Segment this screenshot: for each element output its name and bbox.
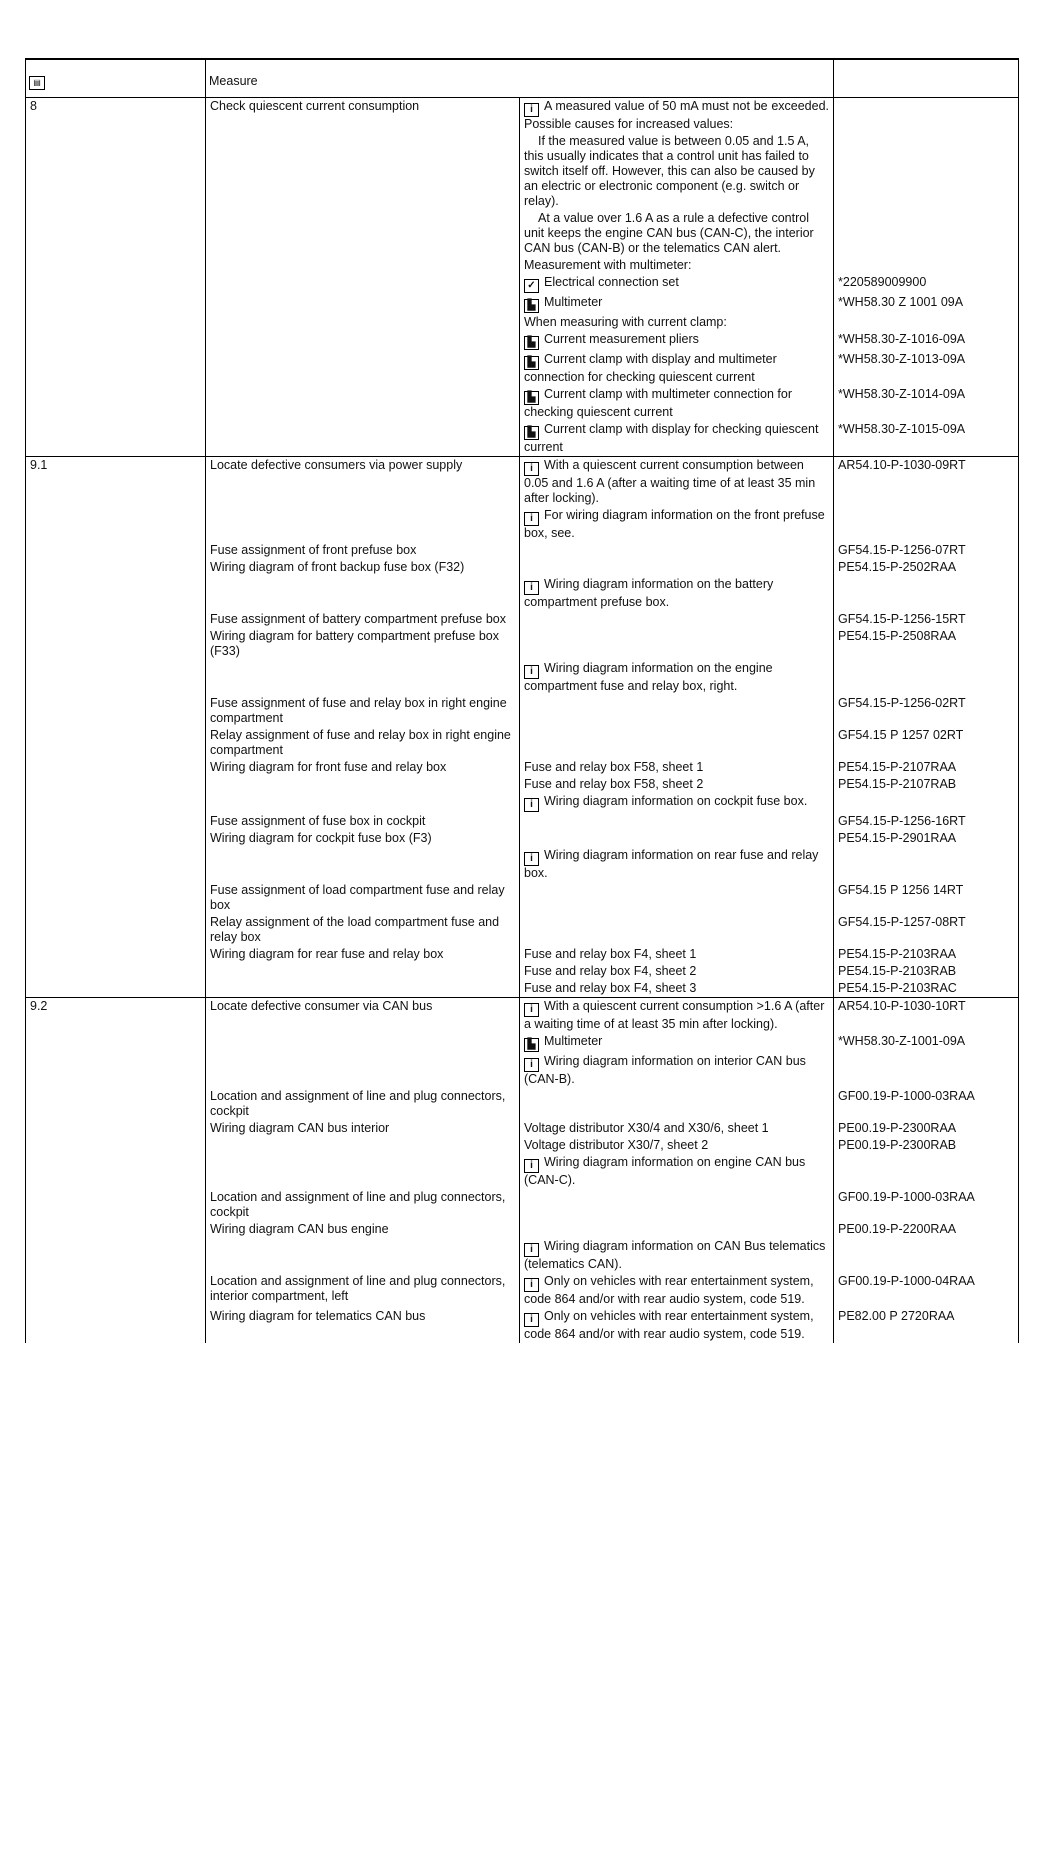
document-reference[interactable]: GF54.15-P-1256-15RT [838,612,966,626]
tool-name: Current clamp with display and multimeter connection for checking quiescent current [524,352,777,384]
tool-name: Current clamp with display for checking quiescent current [524,422,819,454]
step-task: Locate defective consumers via power supply [206,457,520,507]
reference-title: Fuse assignment of front prefuse box [206,542,520,559]
reference-title: Wiring diagram CAN bus interior [206,1120,520,1137]
document-reference[interactable]: GF54.15-P-1256-16RT [838,814,966,828]
step-number: 8 [26,98,206,133]
reference-title: Wiring diagram CAN bus engine [206,1221,520,1238]
document-reference[interactable]: GF54.15-P-1256-02RT [838,696,966,710]
tool-icon: ▙ [524,356,539,370]
tool-icon: ▙ [524,1038,539,1052]
info-icon: i [524,1058,539,1072]
document-reference[interactable]: GF54.15 P 1257 02RT [838,728,964,742]
step-number: 9.1 [26,457,206,507]
document-reference[interactable]: PE54.15-P-2103RAC [838,981,957,995]
reference-detail: Voltage distributor X30/7, sheet 2 [520,1137,834,1154]
table-header [26,60,1018,98]
section-8 [26,98,1018,457]
tool-name: Multimeter [544,1034,603,1048]
reference-detail: Fuse and relay box F4, sheet 2 [520,963,834,980]
tool-number: *WH58.30-Z-1016-09A [838,332,966,346]
document-reference[interactable]: PE54.15-P-2107RAB [838,777,957,791]
info-icon: i [524,1278,539,1292]
step-task: Check quiescent current consumption [206,98,520,133]
document-reference[interactable]: PE00.19-P-2300RAA [838,1121,957,1135]
reference-detail: Fuse and relay box F4, sheet 1 [520,946,834,963]
tool-icon: ▙ [524,299,539,313]
note-text: A measured value of 50 mA must not be exceeded. Possible causes for increased values: [524,99,829,131]
reference-title: Wiring diagram for cockpit fuse box (F3) [206,830,520,847]
header-measure: Measure [206,60,834,98]
note-text: Wiring diagram information on the battery compartment prefuse box. [524,577,774,609]
tool-number: *WH58.30-Z-1014-09A [838,387,966,401]
document-reference[interactable]: PE54.15-P-2103RAB [838,964,957,978]
section-9-2 [26,998,1018,1343]
info-icon: i [524,852,539,866]
reference-title: Fuse assignment of fuse and relay box in right engine compartment [206,695,520,727]
note-text: When measuring with current clamp: [520,314,834,331]
reference-title: Wiring diagram for telematics CAN bus [206,1308,520,1343]
procedure-table [25,58,1019,1343]
note-text: With a quiescent current consumption >1.6 A (after a waiting time of at least 35 min after locking). [524,999,825,1031]
note-text: Wiring diagram information on CAN Bus telematics (telematics CAN). [524,1239,826,1271]
document-reference[interactable]: GF54.15 P 1256 14RT [838,883,964,897]
document-reference[interactable]: PE54.15-P-2107RAA [838,760,957,774]
document-reference[interactable]: PE00.19-P-2200RAA [838,1222,957,1236]
reference-title: Location and assignment of line and plug connectors, cockpit [206,1189,520,1221]
document-reference[interactable]: GF00.19-P-1000-03RAA [838,1089,975,1103]
tool-icon: ✓ [524,279,539,293]
document-reference[interactable]: GF00.19-P-1000-04RAA [838,1274,975,1288]
note-text: Wiring diagram information on the engine compartment fuse and relay box, right. [524,661,773,693]
document-reference[interactable]: PE54.15-P-2901RAA [838,831,957,845]
reference-title: Relay assignment of the load compartment fuse and relay box [206,914,520,946]
document-reference[interactable]: PE82.00 P 2720RAA [838,1309,955,1323]
reference-title: Wiring diagram for battery compartment prefuse box (F33) [206,628,520,660]
note-text: Only on vehicles with rear entertainment system, code 864 and/or with rear audio system, code 519. [524,1274,814,1306]
reference-detail: Fuse and relay box F4, sheet 3 [520,980,834,997]
reference-title: Location and assignment of line and plug connectors, interior compartment, left [206,1273,520,1308]
document-reference[interactable]: PE54.15-P-2502RAA [838,560,957,574]
reference-title: Relay assignment of fuse and relay box in right engine compartment [206,727,520,759]
reference-title: Location and assignment of line and plug connectors, cockpit [206,1088,520,1120]
step-task: Locate defective consumer via CAN bus [206,998,520,1033]
tool-number: *WH58.30-Z-1015-09A [838,422,966,436]
reference-detail: Fuse and relay box F58, sheet 1 [520,759,834,776]
tool-number: *WH58.30 Z 1001 09A [838,295,964,309]
note-text: Wiring diagram information on rear fuse and relay box. [524,848,819,880]
tool-icon: ▙ [524,426,539,440]
info-icon: i [524,581,539,595]
step-number: 9.2 [26,998,206,1033]
document-reference[interactable]: AR54.10-P-1030-10RT [838,999,966,1013]
reference-title: Fuse assignment of battery compartment prefuse box [206,611,520,628]
reference-detail: Fuse and relay box F58, sheet 2 [520,776,834,793]
header-step-cell [26,60,206,98]
document-reference[interactable]: PE54.15-P-2103RAA [838,947,957,961]
document-reference[interactable]: GF54.15-P-1256-07RT [838,543,966,557]
info-icon: i [524,512,539,526]
tool-icon: ▙ [524,391,539,405]
info-icon: i [524,665,539,679]
note-text: Only on vehicles with rear entertainment system, code 864 and/or with rear audio system, code 519. [524,1309,814,1341]
reference-title: Wiring diagram of front backup fuse box (F32) [206,559,520,576]
tool-name: Electrical connection set [544,275,679,289]
note-text: For wiring diagram information on the front prefuse box, see. [524,508,825,540]
note-text: With a quiescent current consumption between 0.05 and 1.6 A (after a waiting time of at least 35 min after locking). [524,458,816,505]
reference-title: Fuse assignment of load compartment fuse and relay box [206,882,520,914]
document-reference[interactable]: GF00.19-P-1000-03RAA [838,1190,975,1204]
tool-number: *220589009900 [838,275,927,289]
reference-title: Fuse assignment of fuse box in cockpit [206,813,520,830]
tool-name: Current clamp with multimeter connection for checking quiescent current [524,387,793,419]
reference-title: Wiring diagram for front fuse and relay box [206,759,520,776]
tool-name: Multimeter [544,295,603,309]
document-reference[interactable]: PE54.15-P-2508RAA [838,629,957,643]
document-icon: ▤ [29,76,45,90]
info-icon: i [524,103,539,117]
note-text: Wiring diagram information on interior CAN bus (CAN-B). [524,1054,806,1086]
info-icon: i [524,1243,539,1257]
document-reference[interactable]: PE00.19-P-2300RAB [838,1138,957,1152]
tool-number: *WH58.30-Z-1013-09A [838,352,966,366]
note-text: Measurement with multimeter: [520,257,834,274]
info-icon: i [524,1313,539,1327]
document-reference[interactable]: AR54.10-P-1030-09RT [838,458,966,472]
info-icon: i [524,462,539,476]
section-9-1 [26,457,1018,998]
note-text: Wiring diagram information on engine CAN bus (CAN-C). [524,1155,806,1187]
info-icon: i [524,798,539,812]
note-text: If the measured value is between 0.05 and 1.5 A, this usually indicates that a control unit has failed to switch itself off. However, this can also be caused by an electric or electronic component (e.g. switch or relay). [520,133,834,210]
document-reference[interactable]: GF54.15-P-1257-08RT [838,915,966,929]
note-text: Wiring diagram information on cockpit fuse box. [544,794,808,808]
note-text: At a value over 1.6 A as a rule a defective control unit keeps the engine CAN bus (CAN-C), the interior CAN bus (CAN-B) or the telematics CAN alert. [520,210,834,257]
reference-title: Wiring diagram for rear fuse and relay box [206,946,520,963]
info-icon: i [524,1003,539,1017]
info-icon: i [524,1159,539,1173]
tool-icon: ▙ [524,336,539,350]
reference-detail: Voltage distributor X30/4 and X30/6, sheet 1 [520,1120,834,1137]
tool-name: Current measurement pliers [544,332,699,346]
tool-number: *WH58.30-Z-1001-09A [838,1034,966,1048]
